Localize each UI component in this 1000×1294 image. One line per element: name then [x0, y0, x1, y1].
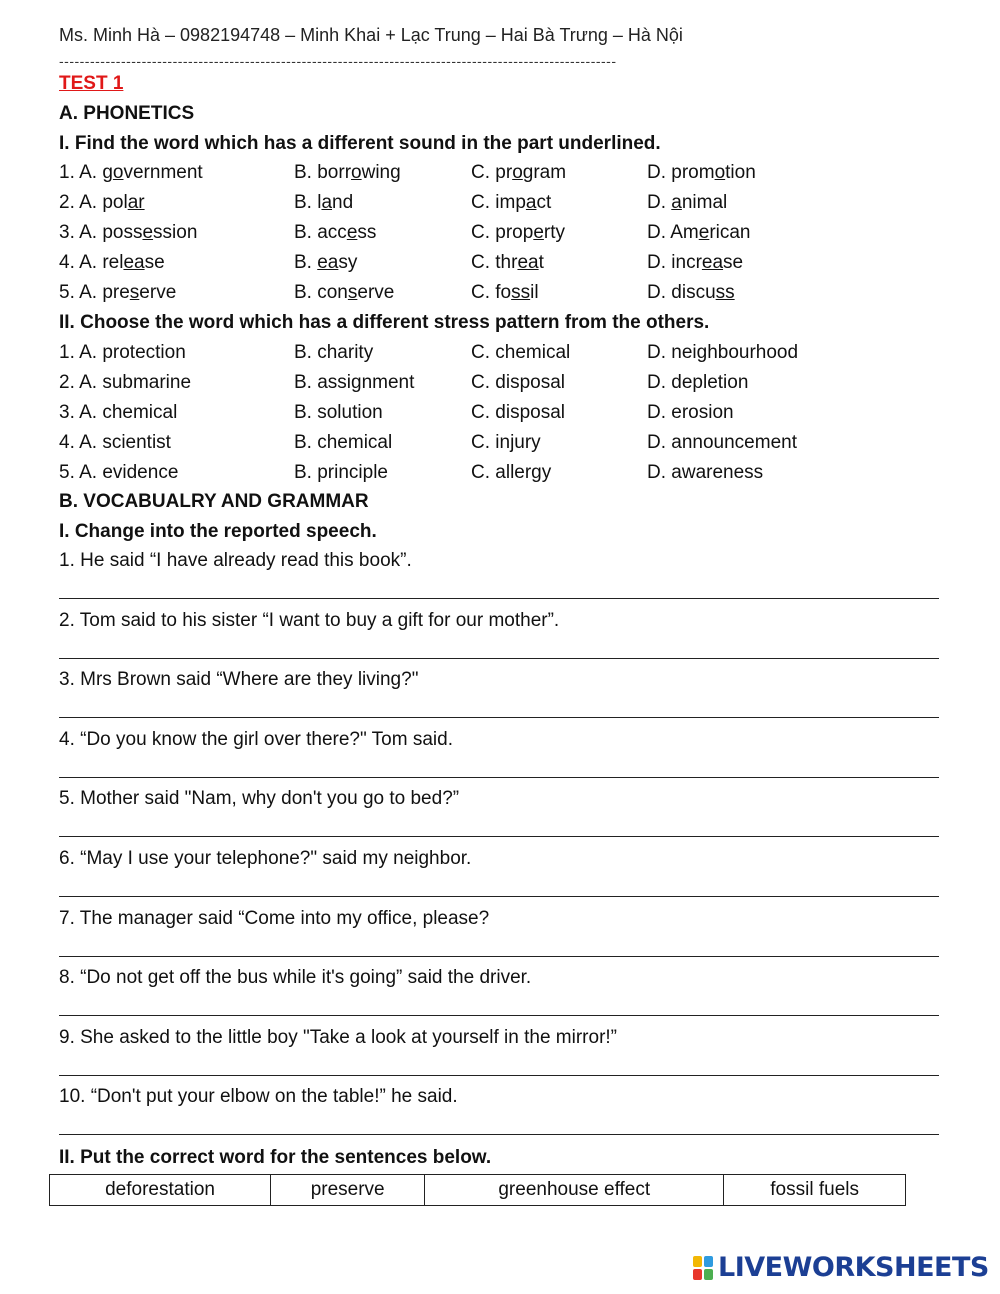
phonetics-option: [471, 251, 544, 275]
underlined-part: s: [347, 282, 358, 303]
phonetics-option: [471, 161, 566, 185]
answer-line[interactable]: [59, 1075, 939, 1076]
word-part: rel: [102, 252, 124, 273]
option-letter: B.: [294, 222, 318, 243]
word-part: rican: [709, 222, 751, 243]
option-text: C. allergy: [471, 462, 552, 483]
word-part: rty: [543, 222, 565, 243]
word-part: poss: [102, 222, 143, 243]
option-text: A. submarine: [79, 372, 192, 393]
word-part: nd: [332, 192, 354, 213]
reported-speech-question: 4. “Do you know the girl over there?" Tom said.: [59, 728, 453, 750]
phonetics-option: [294, 161, 401, 185]
phonetics-option: [59, 191, 145, 215]
question-number: 5.: [59, 282, 75, 303]
option-letter: A.: [79, 282, 103, 303]
word-part: t: [538, 252, 544, 273]
underlined-part: a: [321, 192, 333, 213]
phonetics-heading: A. PHONETICS: [59, 103, 195, 124]
word-part: g: [102, 162, 113, 183]
option-text: D. depletion: [647, 372, 749, 393]
vocab-heading: B. VOCABUALRY AND GRAMMAR: [59, 491, 369, 512]
word-part: discu: [671, 282, 716, 303]
option-letter: C.: [471, 222, 496, 243]
word-part: con: [317, 282, 348, 303]
stress-option: [647, 341, 798, 365]
vocab-part2-heading: II. Put the correct word for the sentences below.: [59, 1147, 492, 1168]
word-part: tion: [725, 162, 756, 183]
word-part: erve: [139, 282, 177, 303]
teacher-header: Ms. Minh Hà – 0982194748 – Minh Khai + Lạc Trung – Hai Bà Trưng – Hà Nội: [59, 25, 683, 45]
stress-option: [471, 371, 565, 395]
phonetics-part1-heading: I. Find the word which has a different sound in the part underlined.: [59, 133, 661, 154]
underlined-part: a: [671, 192, 682, 213]
underlined-part: e: [346, 222, 358, 243]
option-text: C. disposal: [471, 402, 565, 423]
question-number: 5.: [59, 462, 75, 483]
phonetics-option: [294, 251, 357, 275]
option-text: D. announcement: [647, 432, 797, 453]
stress-option: [294, 341, 373, 365]
stress-option: [471, 431, 541, 455]
underlined-part: ar: [127, 192, 145, 213]
phonetics-option: [647, 221, 751, 245]
stress-option: [59, 401, 177, 425]
phonetics-option: [647, 191, 727, 215]
word-part: wing: [361, 162, 401, 183]
answer-line[interactable]: [59, 717, 939, 718]
option-letter: A.: [79, 222, 103, 243]
option-letter: C.: [471, 252, 496, 273]
option-text: B. assignment: [294, 372, 415, 393]
phonetics-part2-heading: II. Choose the word which has a different stress pattern from the others.: [59, 312, 710, 333]
word-part: pre: [102, 282, 130, 303]
option-letter: B.: [294, 282, 318, 303]
stress-option: [647, 461, 763, 485]
test-title: TEST 1: [59, 73, 124, 94]
reported-speech-question: 8. “Do not get off the bus while it's going” said the driver.: [59, 967, 532, 989]
option-text: B. principle: [294, 462, 388, 483]
phonetics-option: [647, 161, 756, 185]
underlined-part: a: [525, 192, 537, 213]
phonetics-option: [647, 281, 735, 305]
reported-speech-question: 7. The manager said “Come into my office, please?: [59, 907, 490, 929]
word-part: gram: [522, 162, 567, 183]
phonetics-option: [647, 251, 743, 275]
answer-line[interactable]: [59, 896, 939, 897]
option-text: C. injury: [471, 432, 541, 453]
stress-option: [294, 431, 392, 455]
word-part: erve: [357, 282, 395, 303]
phonetics-option: [294, 221, 376, 245]
reported-speech-question: 6. “May I use your telephone?" said my neighbor.: [59, 848, 472, 869]
phonetics-option: [471, 281, 539, 305]
option-letter: A.: [79, 192, 103, 213]
word-part: acc: [317, 222, 347, 243]
word-part: prom: [671, 162, 715, 183]
option-letter: B.: [294, 192, 318, 213]
answer-line[interactable]: [59, 598, 939, 599]
phonetics-option: [294, 281, 394, 305]
word-part: vernment: [123, 162, 203, 183]
reported-speech-question: 1. He said “I have already read this book”.: [59, 550, 412, 571]
question-number: 2.: [59, 192, 75, 213]
word-part: incr: [671, 252, 702, 273]
stress-option: [471, 341, 570, 365]
word-bank-cell: deforestation: [50, 1175, 271, 1206]
option-text: B. solution: [294, 402, 383, 423]
option-letter: A.: [79, 252, 103, 273]
option-text: B. charity: [294, 342, 374, 363]
question-number: 3.: [59, 222, 75, 243]
stress-option: [647, 371, 748, 395]
answer-line[interactable]: [59, 777, 939, 778]
option-letter: B.: [294, 162, 318, 183]
answer-line[interactable]: [59, 956, 939, 957]
option-letter: C.: [471, 282, 496, 303]
underlined-part: o: [351, 162, 362, 183]
question-number: 4.: [59, 252, 75, 273]
word-bank-cell: greenhouse effect: [425, 1175, 724, 1206]
word-part: imp: [495, 192, 526, 213]
word-part: pr: [495, 162, 513, 183]
word-part: Am: [670, 222, 699, 243]
reported-speech-question: 5. Mother said "Nam, why don't you go to bed?”: [59, 788, 460, 810]
underlined-part: o: [714, 162, 726, 183]
underlined-part: ea: [517, 252, 539, 273]
word-part: thr: [495, 252, 518, 273]
underlined-part: ss: [511, 282, 531, 303]
option-letter: D.: [647, 252, 672, 273]
header-divider: ------------------------------------------------------------------------------------------------------------: [59, 53, 617, 69]
option-text: C. disposal: [471, 372, 565, 393]
word-part: ct: [536, 192, 552, 213]
underlined-part: ea: [701, 252, 724, 273]
option-letter: D.: [647, 282, 672, 303]
underlined-part: s: [129, 282, 140, 303]
option-letter: D.: [647, 162, 672, 183]
option-text: A. chemical: [79, 402, 178, 423]
option-letter: A.: [79, 162, 103, 183]
reported-speech-question: 10. “Don't put your elbow on the table!” he said.: [59, 1086, 458, 1108]
phonetics-option: [59, 161, 203, 185]
answer-line[interactable]: [59, 1015, 939, 1016]
stress-option: [647, 431, 797, 455]
option-letter: B.: [294, 252, 318, 273]
stress-option: [471, 401, 565, 425]
stress-option: [59, 371, 191, 395]
word-part: borr: [317, 162, 352, 183]
question-number: 1.: [59, 342, 75, 363]
option-text: D. neighbourhood: [647, 342, 799, 363]
phonetics-option: [294, 191, 353, 215]
stress-option: [294, 461, 388, 485]
option-text: C. chemical: [471, 342, 571, 363]
phonetics-option: [471, 191, 551, 215]
word-bank-cell: fossil fuels: [724, 1175, 906, 1206]
underlined-part: e: [698, 222, 710, 243]
liveworksheets-logo-icon: [693, 1255, 715, 1281]
option-text: D. awareness: [647, 462, 764, 483]
word-part: nimal: [681, 192, 728, 213]
underlined-part: ea: [123, 252, 145, 273]
stress-option: [471, 461, 551, 485]
stress-option: [647, 401, 734, 425]
option-letter: D.: [647, 222, 671, 243]
answer-line[interactable]: [59, 836, 939, 837]
reported-speech-question: 2. Tom said to his sister “I want to buy a gift for our mother”.: [59, 609, 560, 631]
option-letter: D.: [647, 192, 672, 213]
stress-option: [294, 371, 414, 395]
vocab-part1-heading: I. Change into the reported speech.: [59, 521, 377, 542]
reported-speech-question: 9. She asked to the little boy "Take a look at yourself in the mirror!”: [59, 1026, 618, 1048]
word-part: fo: [495, 282, 512, 303]
reported-speech-question: 3. Mrs Brown said “Where are they living?": [59, 669, 419, 691]
question-number: 3.: [59, 402, 75, 423]
word-part: se: [723, 252, 744, 273]
option-text: B. chemical: [294, 432, 393, 453]
phonetics-option: [59, 281, 176, 305]
option-text: A. evidence: [79, 462, 179, 483]
underlined-part: ss: [715, 282, 735, 303]
question-number: 1.: [59, 162, 75, 183]
stress-option: [294, 401, 383, 425]
underlined-part: o: [112, 162, 124, 183]
option-text: A. scientist: [79, 432, 171, 453]
word-bank-cell: preserve: [271, 1175, 425, 1206]
underlined-part: e: [533, 222, 544, 243]
word-part: ssion: [153, 222, 198, 243]
phonetics-option: [59, 221, 197, 245]
option-letter: C.: [471, 162, 496, 183]
question-number: 4.: [59, 432, 75, 453]
underlined-part: ea: [317, 252, 339, 273]
stress-option: [59, 431, 171, 455]
liveworksheets-logo: [693, 1252, 989, 1283]
option-letter: C.: [471, 192, 496, 213]
underlined-part: o: [512, 162, 523, 183]
option-text: A. protection: [79, 342, 186, 363]
stress-option: [59, 341, 186, 365]
answer-line[interactable]: [59, 658, 939, 659]
answer-line[interactable]: [59, 1134, 939, 1135]
question-number: 2.: [59, 372, 75, 393]
option-text: D. erosion: [647, 402, 734, 423]
word-part: il: [530, 282, 539, 303]
word-part: ss: [357, 222, 377, 243]
phonetics-option: [471, 221, 565, 245]
phonetics-option: [59, 251, 165, 275]
stress-option: [59, 461, 178, 485]
word-part: pol: [102, 192, 128, 213]
word-part: sy: [338, 252, 358, 273]
word-part: prop: [495, 222, 534, 243]
word-part: l: [317, 192, 322, 213]
word-bank-table: [49, 1174, 906, 1206]
underlined-part: e: [142, 222, 154, 243]
liveworksheets-logo-text: LIVEWORKSHEETS: [718, 1252, 989, 1283]
word-part: se: [144, 252, 165, 273]
